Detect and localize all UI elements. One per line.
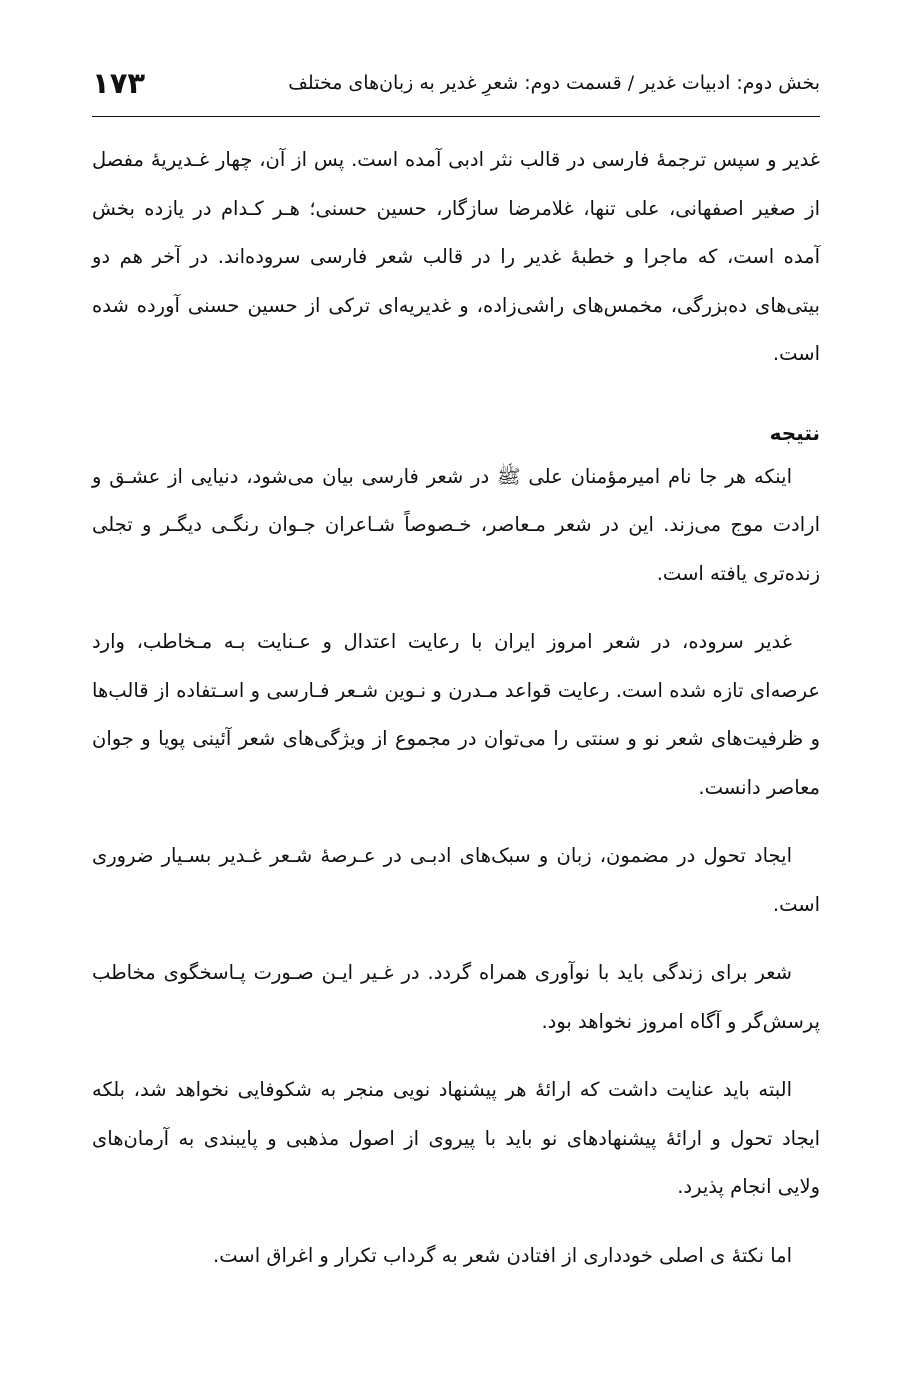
- body-paragraph: ایجاد تحول در مضمون، زبان و سبک‌های ادبـی در عـرصهٔ شـعر غـدیر بسـیار ضروری است.: [92, 844, 820, 916]
- body-paragraph: غدیر سروده، در شعر امروز ایران با رعایت اعتدال و عـنایت بـه مـخاطب، وارد عرصه‌ای تازه شده است. رعایت قواعد مـدرن و نـوین شـعر فـارسی و اسـتفاده از قالب‌ها و ظرفیت‌های شعر نو و سنتی را می‌توان در مجموع از ویژگی‌های شعر آئینی پویا و جوان معاصر دانست.: [92, 630, 820, 799]
- page-body: [92, 136, 820, 1280]
- header-rule: [92, 116, 820, 117]
- running-title: بخش دوم: ادبیات غدیر / قسمت دوم: شعرِ غدیر به زبان‌های مختلف: [288, 72, 820, 94]
- intro-paragraph: غدیر و سپس ترجمهٔ فارسی در قالب نثر ادبی آمده است. پس از آن، چهار غـدیریهٔ مفصل از صغیر اصفهانی، علی تنها، غلامرضا سازگار، حسین حسنی؛ هـر کـدام در یازده بخش آمده است، که ماجرا و خطبهٔ غدیر را در قالب شعر فارسی سروده‌اند. در آخر هم دو بیتی‌های ده‌بزرگی، مخمس‌های راشی‌زاده، و غدیریه‌ای ترکی از حسین حسنی آورده شده است.: [92, 148, 820, 365]
- book-page: [92, 0, 820, 1390]
- running-head: [92, 66, 820, 110]
- body-paragraph: شعر برای زندگی باید با نوآوری همراه گردد. در غـیر ایـن صـورت پـاسخگوی مخاطب پرسش‌گر و آگاه امروز نخواهد بود.: [92, 961, 820, 1033]
- section-heading: نتیجه: [769, 420, 820, 445]
- body-paragraph: اما نکتهٔ ی اصلی خودداری از افتادن شعر به گرداب تکرار و اغراق است.: [213, 1243, 792, 1267]
- page-number: ۱۷۳: [92, 66, 146, 100]
- body-paragraph: اینکه هر جا نام امیرمؤمنان علی ﷺ در شعر فارسی بیان می‌شود، دنیایی از عشـق و ارادت موج می‌زند. این در شعر مـعاصر، خـصوصاً شـاعران جـوان رنگـی دیگـر و تجلی زنده‌تری یافته است.: [92, 464, 820, 585]
- body-paragraph: البته باید عنایت داشت که ارائهٔ هر پیشنهاد نویی منجر به شکوفایی نخواهد شد، بلکه ایجاد تحول و ارائهٔ پیشنهادهای نو باید با پیروی از اصول مذهبی و پایبندی به آرمان‌های ولایی انجام پذیرد.: [92, 1078, 820, 1198]
